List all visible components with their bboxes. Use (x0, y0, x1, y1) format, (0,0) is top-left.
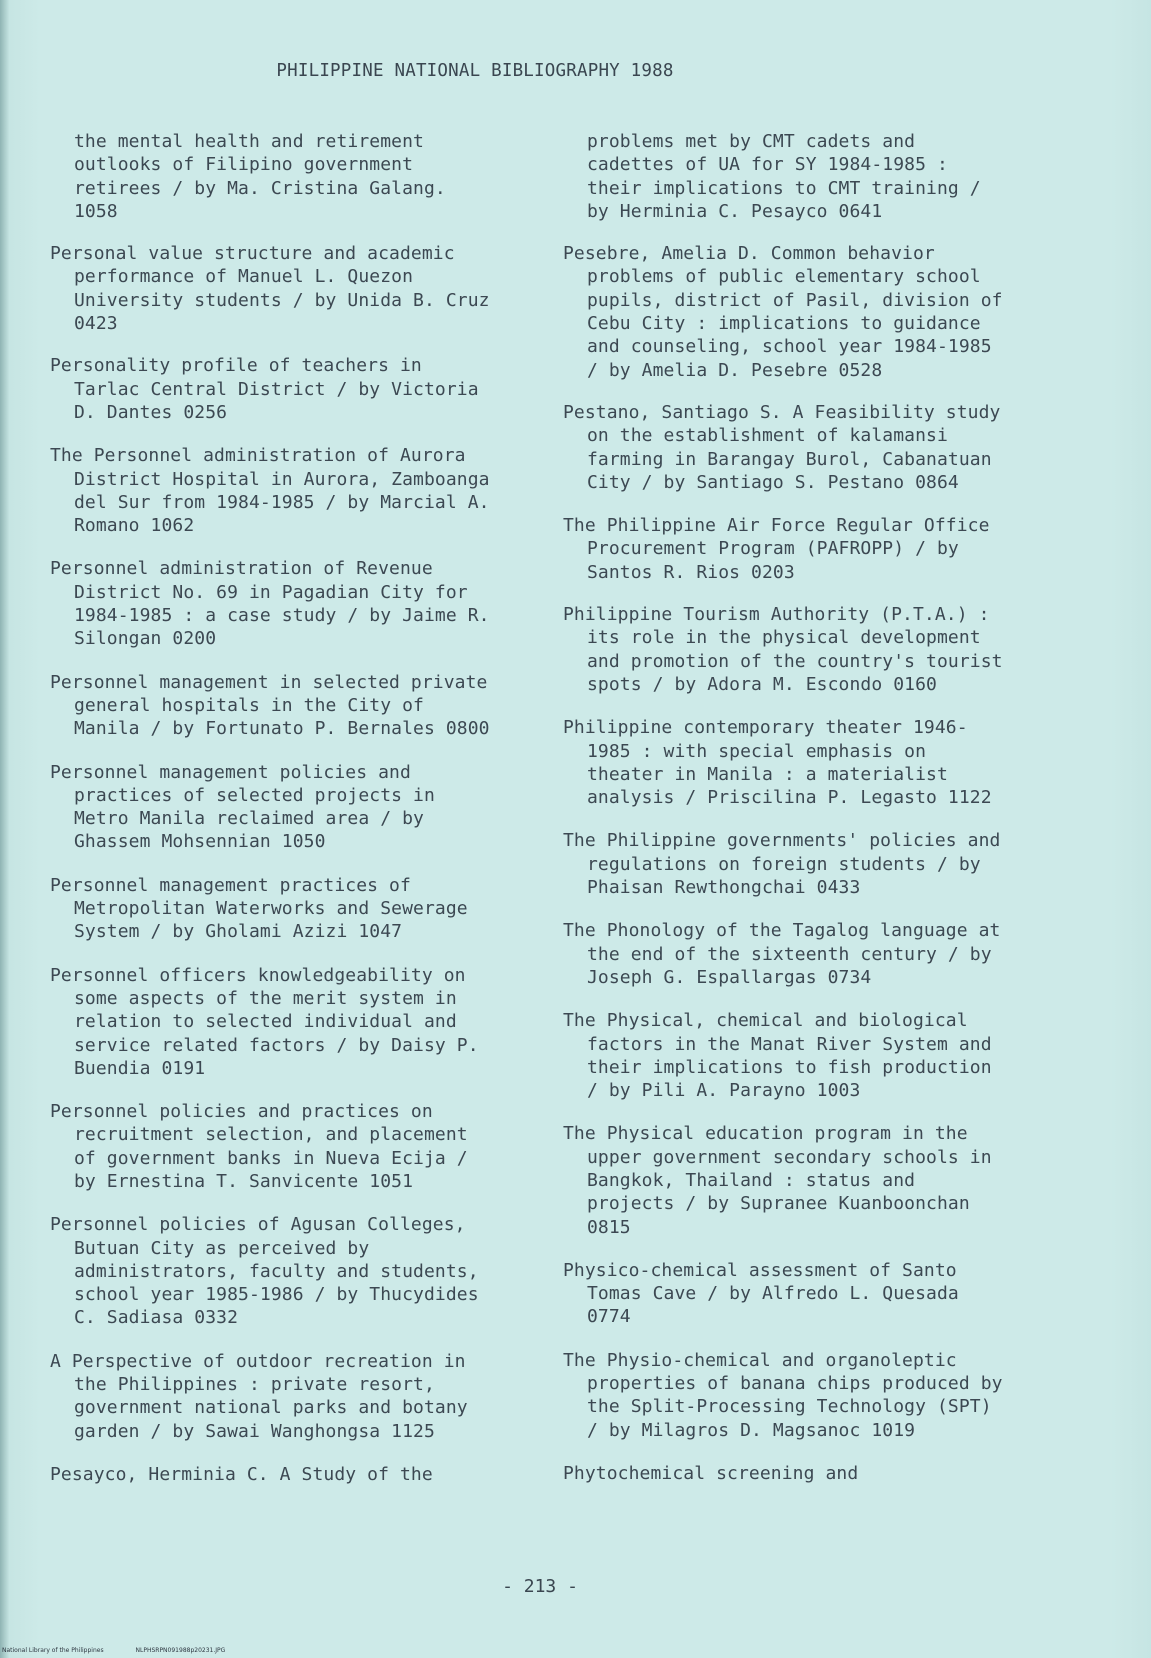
bibliography-entry: Personnel policies and practices on recruitment selection, and placement of government banks in Nueva Ecija / by Ernestina T. Sanvicente 1051 (50, 1101, 468, 1192)
bibliography-entry: Personnel policies of Agusan Colleges, Butuan City as perceived by administrators, faculty and students, school year 1985-1986 / by Thucydides C. Sadiasa 0332 (50, 1214, 479, 1329)
scan-credit (2, 1647, 255, 1654)
bibliography-entry: The Philippine governments' policies and regulations on foreign students / by Phaisan Rewthongchai 0433 (563, 830, 1001, 899)
page-edge-shadow (0, 0, 9, 1658)
bibliography-entry: The Physical education program in the upper government secondary schools in Bangkok, Thailand : status and projects / by Supranee Kuanboonchan 0815 (563, 1123, 992, 1238)
bibliography-entry: Physico-chemical assessment of Santo Tomas Cave / by Alfredo L. Quesada 0774 (563, 1259, 959, 1328)
left-column (50, 130, 540, 1486)
credit-library: National Library of the Philippines (2, 1647, 104, 1654)
bibliography-entry: The Physical, chemical and biological factors in the Manat River System and their implications to fish production / by Pili A. Parayno 1003 (563, 1010, 992, 1102)
bibliography-entry: Personnel management in selected private general hospitals in the City of Manila / by Fortunato P. Bernales 0800 (50, 671, 490, 740)
bibliography-entry: Philippine contemporary theater 1946- 1985 : with special emphasis on theater in Manila : a materialist analysis / Priscilina P. Legasto 1122 (563, 717, 992, 809)
bibliography-entry: The Phonology of the Tagalog language at the end of the sixteenth century / by Joseph G. Espallargas 0734 (563, 920, 1001, 988)
bibliography-entry: problems met by CMT cadets and cadettes of UA for SY 1984-1985 : their implications to CMT training / by Herminia C. Pesayco 0641 (587, 131, 981, 222)
right-column (563, 130, 1053, 1485)
bibliography-entry: Personnel management policies and practices of selected projects in Metro Manila reclaimed area / by Ghassem Mohsennian 1050 (50, 761, 435, 853)
bibliography-entry: Pestano, Santiago S. A Feasibility study on the establishment of kalamansi farming in Barangay Burol, Cabanatuan City / by Santiago S. Pestano 0864 (563, 401, 1001, 493)
bibliography-entry: Personality profile of teachers in Tarlac Central District / by Victoria D. Dantes 0256 (50, 355, 479, 423)
bibliography-entry: The Personnel administration of Aurora District Hospital in Aurora, Zamboanga del Sur from 1984-1985 / by Marcial A. Romano 1062 (50, 445, 490, 537)
bibliography-entry: Pesebre, Amelia D. Common behavior problems of public elementary school pupils, district of Pasil, division of Cebu City : implications to guidance and counseling, school year 1984-1985 / by Amelia D. Pesebre 0528 (563, 243, 1003, 381)
bibliography-entry: Philippine Tourism Authority (P.T.A.) : its role in the physical development and promotion of the country's tourist spots / by Adora M. Escondo 0160 (563, 604, 1003, 695)
bibliography-entry: Phytochemical screening and (563, 1462, 859, 1484)
page-number: - 213 - (502, 1576, 578, 1597)
page-header: PHILIPPINE NATIONAL BIBLIOGRAPHY 1988 (276, 61, 674, 81)
bibliography-entry: Personnel administration of Revenue District No. 69 in Pagadian City for 1984-1985 : a case study / by Jaime R. Silongan 0200 (50, 558, 490, 650)
credit-file: NLPHSRPN091988p20231.JPG (135, 1647, 226, 1654)
bibliography-entry: Pesayco, Herminia C. A Study of the (50, 1463, 433, 1485)
bibliography-entry: Personnel officers knowledgeability on some aspects of the merit system in relation to selected individual and service related factors / by Daisy P. Buendia 0191 (50, 964, 479, 1079)
bibliography-entry: the mental health and retirement outlooks of Filipino government retirees / by Ma. Cristina Galang. 1058 (74, 131, 446, 222)
bibliography-entry: Personal value structure and academic performance of Manuel L. Quezon University students / by Unida B. Cruz 0423 (50, 243, 490, 335)
bibliography-entry: The Philippine Air Force Regular Office Procurement Program (PAFROPP) / by Santos R. Rios 0203 (563, 515, 990, 583)
bibliography-entry: The Physio-chemical and organoleptic properties of banana chips produced by the Split-Processing Technology (SPT) / by Milagros D. Magsanoc 1019 (563, 1349, 1003, 1441)
bibliography-entry: A Perspective of outdoor recreation in the Philippines : private resort, government national parks and botany garden / by Sawai Wanghongsa 1125 (50, 1350, 468, 1442)
bibliography-entry: Personnel management practices of Metropolitan Waterworks and Sewerage System / by Gholami Azizi 1047 (50, 874, 468, 943)
